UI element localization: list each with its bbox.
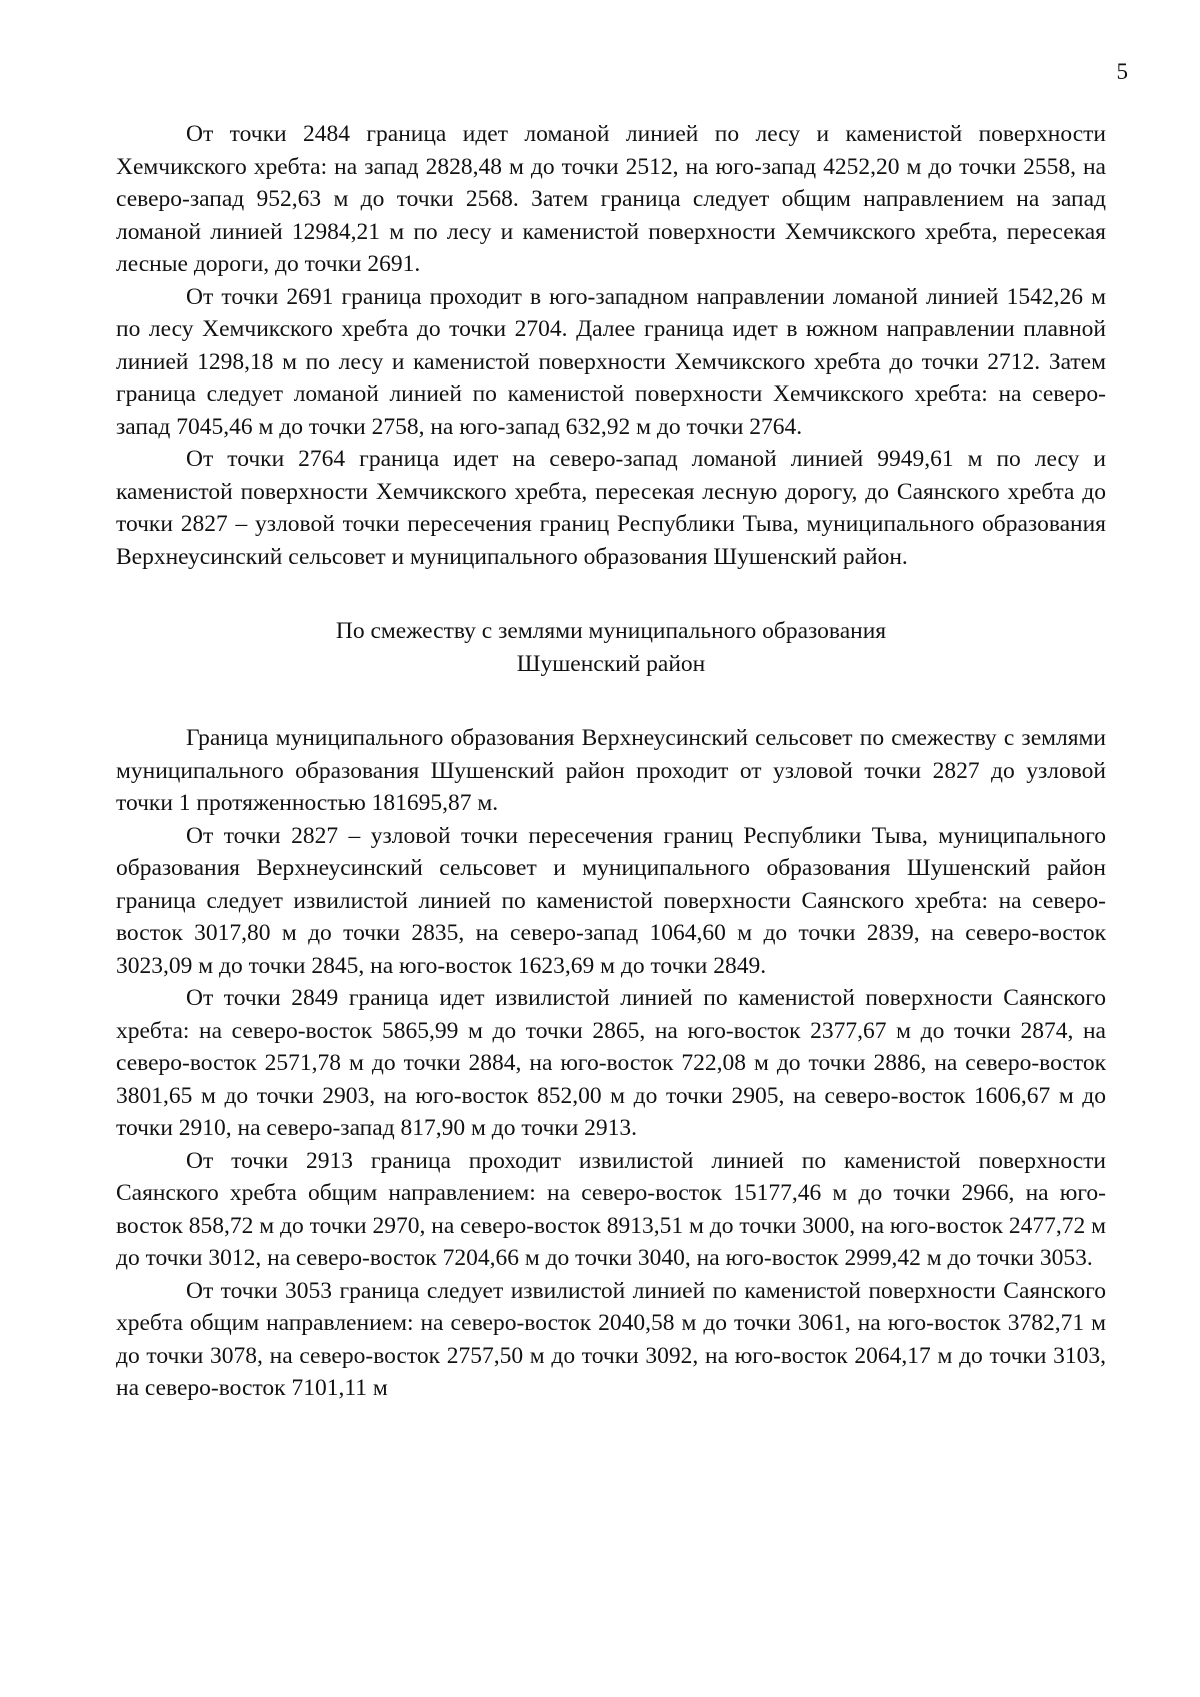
paragraph: От точки 2764 граница идет на северо-запад ломаной линией 9949,61 м по лесу и каменистой поверхности Хемчикского хребта, пересекая лесную дорогу, до Саянского хребта до точки 2827 – узловой точки пересечения границ Республики Тыва, муниципального образования Верхнеусинский сельсовет и муниципального образования Шушенский район. [116,446,1106,570]
paragraph: От точки 2484 граница идет ломаной линией по лесу и каменистой поверхности Хемчикского хребта: на запад 2828,48 м до точки 2512, на юго-запад 4252,20 м до точки 2558, на северо-запад 952,63 м до точки 2568. Затем граница следует общим направлением на запад ломаной линией 12984,21 м по лесу и каменистой поверхности Хемчикского хребта, пересекая лесные дороги, до точки 2691. [116,121,1106,277]
paragraph: Граница муниципального образования Верхнеусинский сельсовет по смежеству с землями муниципального образования Шушенский район проходит от узловой точки 2827 до узловой точки 1 протяженностью 181695,87 м. [116,725,1106,816]
paragraph: От точки 2849 граница идет извилистой линией по каменистой поверхности Саянского хребта: на северо-восток 5865,99 м до точки 2865, на юго-восток 2377,67 м до точки 2874, на северо-восток 2571,78 м до точки 2884, на юго-восток 722,08 м до точки 2886, на северо-восток 3801,65 м до точки 2903, на юго-восток 852,00 м до точки 2905, на северо-восток 1606,67 м до точки 2910, на северо-запад 817,90 м до точки 2913. [116,985,1106,1141]
section-heading [116,615,1106,680]
paragraph: От точки 2691 граница проходит в юго-западном направлении ломаной линией 1542,26 м по лесу Хемчикского хребта до точки 2704. Далее граница идет в южном направлении плавной линией 1298,18 м по лесу и каменистой поверхности Хемчикского хребта до точки 2712. Затем граница следует ломаной линией по каменистой поверхности Хемчикского хребта: на северо-запад 7045,46 м до точки 2758, на юго-запад 632,92 м до точки 2764. [116,283,1106,440]
document-body [116,118,1106,1405]
paragraph: От точки 2827 – узловой точки пересечения границ Республики Тыва, муниципального образования Верхнеусинский сельсовет и муниципального образования Шушенский район граница следует извилистой линией по каменистой поверхности Саянского хребта: на северо-восток 3017,80 м до точки 2835, на северо-запад 1064,60 м до точки 2839, на северо-восток 3023,09 м до точки 2845, на юго-восток 1623,69 м до точки 2849. [116,822,1106,979]
section-heading-line: Шушенский район [516,650,706,677]
paragraph: От точки 2913 граница проходит извилистой линией по каменистой поверхности Саянского хребта общим направлением: на северо-восток 15177,46 м до точки 2966, на юго-восток 858,72 м до точки 2970, на северо-восток 8913,51 м до точки 3000, на юго-восток 2477,72 м до точки 3012, на северо-восток 7204,66 м до точки 3040, на юго-восток 2999,42 м до точки 3053. [116,1147,1106,1271]
page-number: 5 [1116,59,1128,84]
section-heading-line: По смежеству с землями муниципального образования [335,618,887,644]
paragraph: От точки 3053 граница следует извилистой линией по каменистой поверхности Саянского хребта общим направлением: на северо-восток 2040,58 м до точки 3061, на юго-восток 3782,71 м до точки 3078, на северо-восток 2757,50 м до точки 3092, на юго-восток 2064,17 м до точки 3103, на северо-восток 7101,11 м [116,1277,1106,1401]
